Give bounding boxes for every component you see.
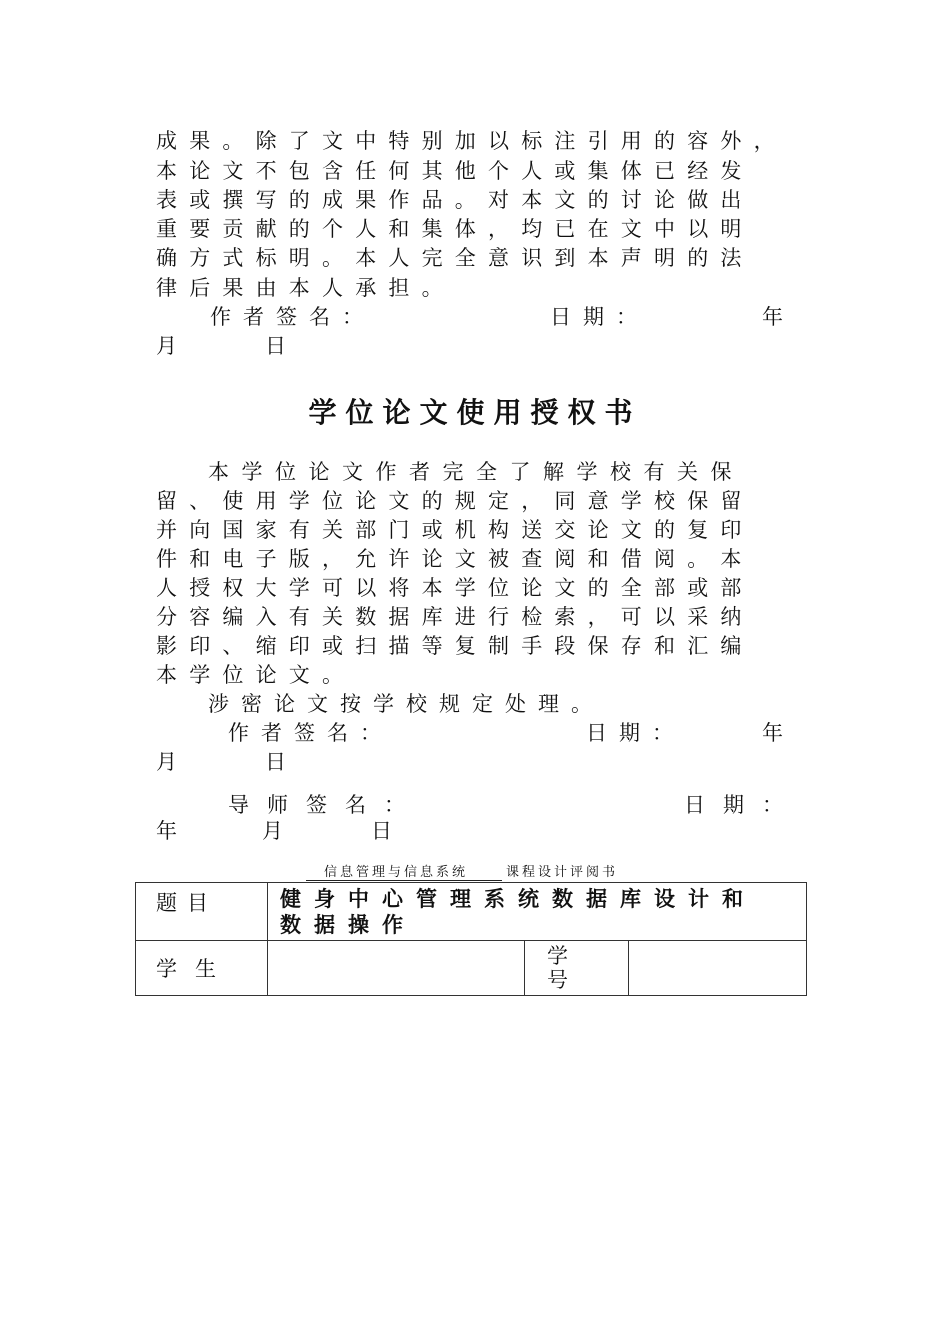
secret-note: 涉密论文按学校规定处理。 [208, 692, 604, 716]
id-label: 学 [547, 944, 578, 968]
declaration-line: 成果。除了文中特别加以标注引用的容外， [156, 129, 787, 153]
student-label-cell [136, 941, 268, 996]
table-row [136, 941, 807, 996]
review-header [306, 861, 618, 880]
declaration-line: 本论文不包含任何其他个人或集体已经发 [156, 159, 754, 183]
topic-label-cell [136, 883, 268, 941]
advisor-date-label: 日期： [684, 793, 801, 817]
topic-value-line: 健身中心管理系统数据库设计和 [280, 887, 756, 911]
year-label: 年 [762, 721, 795, 745]
authorization-line: 影印、缩印或扫描等复制手段保存和汇编 [156, 634, 754, 658]
id-label-cell [525, 941, 629, 996]
date-label: 日期： [550, 305, 649, 329]
topic-label: 题目 [156, 891, 218, 915]
month-label: 月 [156, 334, 189, 358]
advisor-year-label: 年 [156, 819, 189, 843]
year-label: 年 [762, 305, 795, 329]
authorization-line: 件和电子版，允许论文被查阅和借阅。本 [156, 547, 754, 571]
review-table [135, 882, 807, 996]
student-label: 学生 [156, 957, 234, 981]
id-label: 号 [547, 968, 578, 992]
review-suffix: 课程设计评阅书 [506, 865, 619, 880]
advisor-day-label: 日 [371, 819, 404, 843]
declaration-line: 表或撰写的成果作品。对本文的讨论做出 [156, 188, 754, 212]
id-value-cell[interactable] [629, 941, 807, 996]
advisor-sign-label: 导师签名： [228, 793, 423, 817]
authorization-line: 本学位论文作者完全了解学校有关保 [208, 460, 744, 484]
author-sign-label: 作者签名： [210, 305, 375, 329]
day-label: 日 [265, 334, 298, 358]
declaration-line: 重要贡献的个人和集体，均已在文中以明 [156, 217, 754, 241]
authorization-line: 并向国家有关部门或机构送交论文的复印 [156, 518, 754, 542]
topic-value-line: 数据操作 [280, 913, 416, 937]
authorization-title: 学位论文使用授权书 [308, 396, 642, 429]
authorization-line: 分容编入有关数据库进行检索，可以采纳 [156, 605, 754, 629]
advisor-month-label: 月 [262, 819, 295, 843]
authorization-line: 留、使用学位论文的规定，同意学校保留 [156, 489, 754, 513]
authorization-line: 人授权大学可以将本学位论文的全部或部 [156, 576, 754, 600]
date-label: 日期： [586, 721, 685, 745]
day-label: 日 [265, 750, 298, 774]
declaration-line: 确方式标明。本人完全意识到本声明的法 [156, 246, 754, 270]
review-major: 信息管理与信息系统 [306, 865, 502, 881]
month-label: 月 [156, 750, 189, 774]
table-row [136, 883, 807, 941]
topic-value-cell [268, 883, 807, 941]
authorization-line: 本学位论文。 [156, 663, 356, 687]
declaration-line: 律后果由本人承担。 [156, 276, 455, 300]
author-sign-label: 作者签名： [228, 721, 393, 745]
student-value-cell[interactable] [268, 941, 525, 996]
